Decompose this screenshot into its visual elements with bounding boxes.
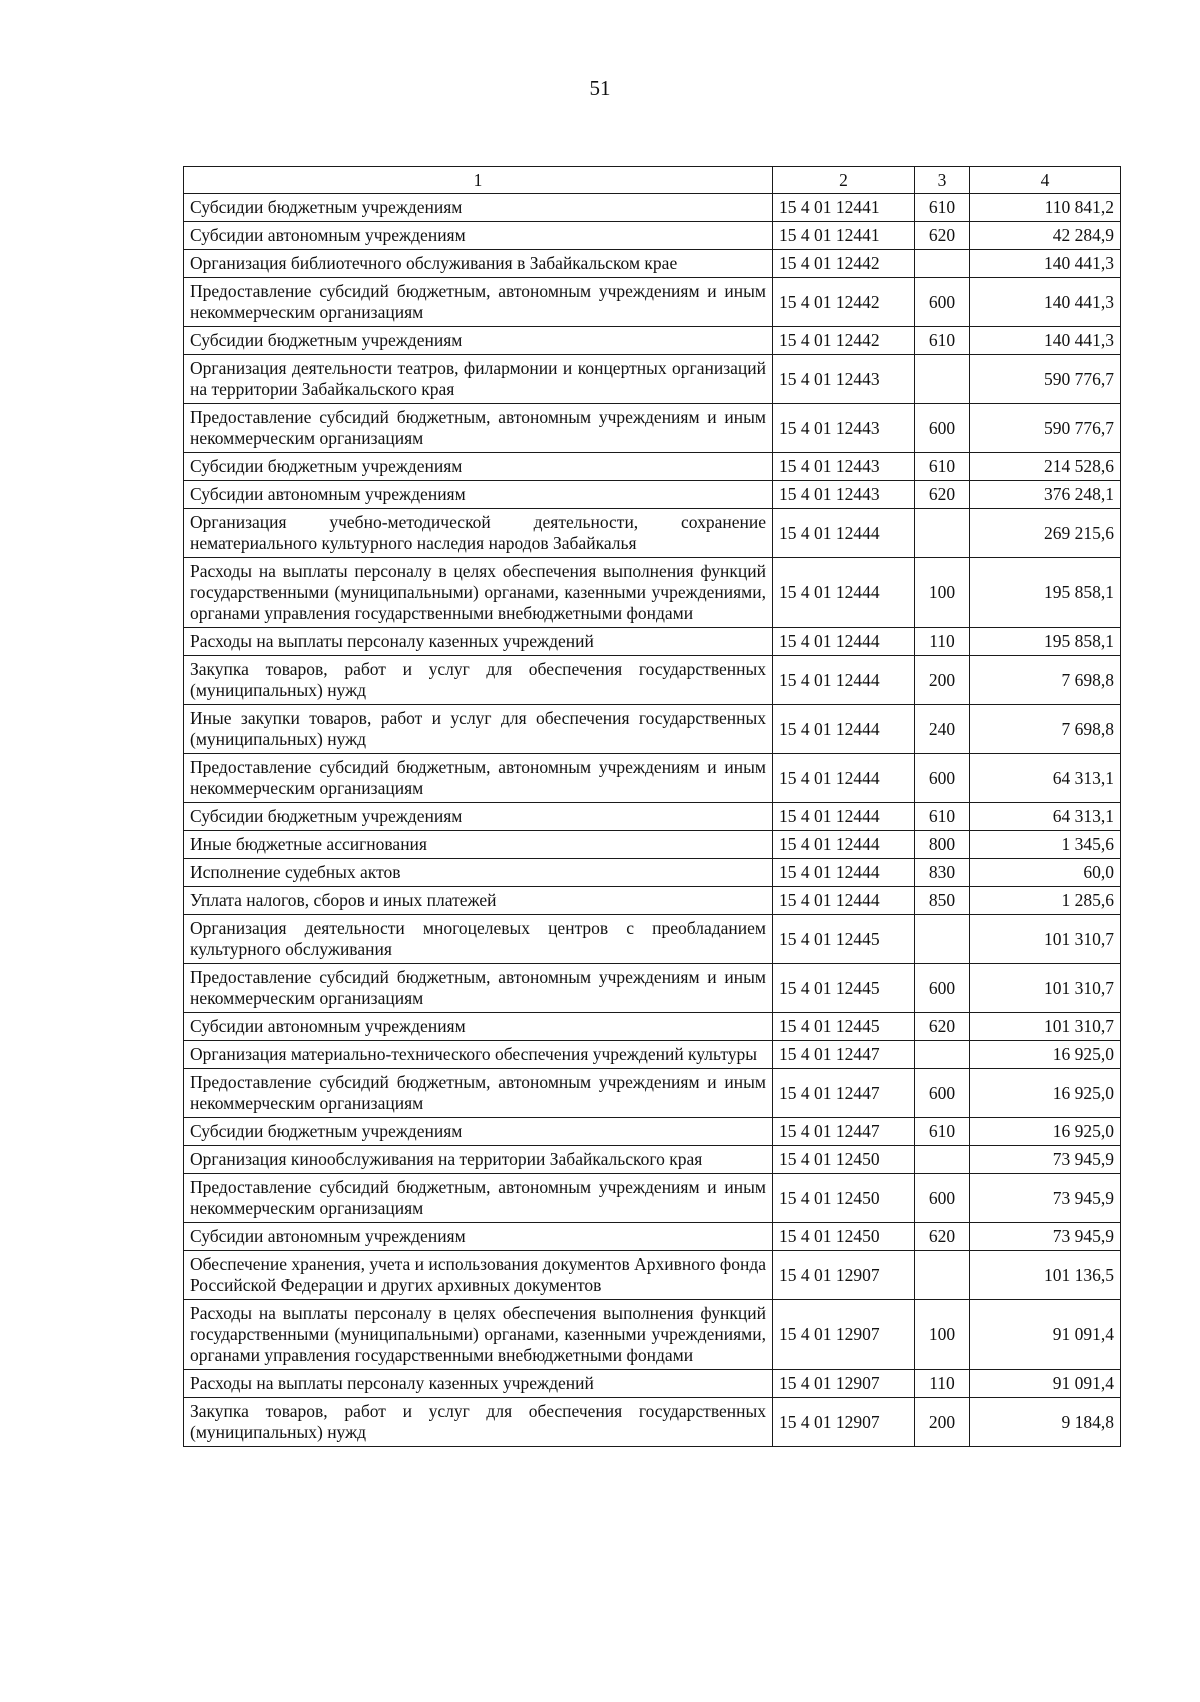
table-row [184, 705, 1121, 754]
type-cell: 620 [915, 1223, 970, 1251]
table-row [184, 278, 1121, 327]
amount-cell: 590 776,7 [970, 355, 1121, 404]
code-cell: 15 4 01 12444 [773, 754, 915, 803]
table-row [184, 1069, 1121, 1118]
type-cell: 100 [915, 1300, 970, 1370]
amount-cell: 140 441,3 [970, 327, 1121, 355]
type-cell: 610 [915, 194, 970, 222]
type-cell: 600 [915, 754, 970, 803]
type-cell [915, 915, 970, 964]
code-cell: 15 4 01 12444 [773, 803, 915, 831]
amount-cell: 42 284,9 [970, 222, 1121, 250]
table-row [184, 558, 1121, 628]
amount-cell: 16 925,0 [970, 1041, 1121, 1069]
code-cell: 15 4 01 12443 [773, 404, 915, 453]
name-cell: Организация учебно-методической деятельности, сохранение нематериального культурного наследия народов Забайкалья [184, 509, 773, 558]
name-cell: Предоставление субсидий бюджетным, автономным учреждениям и иным некоммерческим организациям [184, 1174, 773, 1223]
name-cell: Исполнение судебных актов [184, 859, 773, 887]
table-row [184, 1251, 1121, 1300]
amount-cell: 101 310,7 [970, 1013, 1121, 1041]
amount-cell: 91 091,4 [970, 1370, 1121, 1398]
amount-cell: 1 345,6 [970, 831, 1121, 859]
type-cell: 110 [915, 628, 970, 656]
table-row [184, 222, 1121, 250]
table-row [184, 859, 1121, 887]
amount-cell: 1 285,6 [970, 887, 1121, 915]
code-cell: 15 4 01 12447 [773, 1118, 915, 1146]
code-cell: 15 4 01 12442 [773, 327, 915, 355]
amount-cell: 16 925,0 [970, 1069, 1121, 1118]
code-cell: 15 4 01 12444 [773, 859, 915, 887]
type-cell: 610 [915, 327, 970, 355]
type-cell: 830 [915, 859, 970, 887]
table-row [184, 831, 1121, 859]
type-cell [915, 1146, 970, 1174]
name-cell: Иные бюджетные ассигнования [184, 831, 773, 859]
header-row [184, 167, 1121, 194]
amount-cell: 140 441,3 [970, 278, 1121, 327]
amount-cell: 7 698,8 [970, 656, 1121, 705]
table-row [184, 250, 1121, 278]
column-header-3: 3 [915, 167, 970, 194]
name-cell: Субсидии бюджетным учреждениям [184, 1118, 773, 1146]
type-cell: 610 [915, 803, 970, 831]
column-header-4: 4 [970, 167, 1121, 194]
table-row [184, 887, 1121, 915]
amount-cell: 214 528,6 [970, 453, 1121, 481]
name-cell: Закупка товаров, работ и услуг для обеспечения государственных (муниципальных) нужд [184, 1398, 773, 1447]
table-row [184, 1398, 1121, 1447]
budget-table [183, 166, 1121, 1447]
table-row [184, 1013, 1121, 1041]
amount-cell: 101 310,7 [970, 964, 1121, 1013]
code-cell: 15 4 01 12907 [773, 1370, 915, 1398]
name-cell: Субсидии автономным учреждениям [184, 1013, 773, 1041]
table-row [184, 1118, 1121, 1146]
table-row [184, 194, 1121, 222]
name-cell: Предоставление субсидий бюджетным, автономным учреждениям и иным некоммерческим организациям [184, 1069, 773, 1118]
code-cell: 15 4 01 12441 [773, 194, 915, 222]
amount-cell: 16 925,0 [970, 1118, 1121, 1146]
table-row [184, 628, 1121, 656]
type-cell: 850 [915, 887, 970, 915]
code-cell: 15 4 01 12447 [773, 1069, 915, 1118]
name-cell: Расходы на выплаты персоналу в целях обеспечения выполнения функций государственными (муниципальными) органами, казенными учреждениями, органами управления государственными внебюджетными фондами [184, 1300, 773, 1370]
table-row [184, 1223, 1121, 1251]
type-cell: 600 [915, 964, 970, 1013]
table-header [184, 167, 1121, 194]
page-number: 51 [589, 76, 611, 100]
amount-cell: 7 698,8 [970, 705, 1121, 754]
code-cell: 15 4 01 12443 [773, 355, 915, 404]
type-cell: 600 [915, 278, 970, 327]
name-cell: Субсидии бюджетным учреждениям [184, 453, 773, 481]
type-cell: 620 [915, 1013, 970, 1041]
amount-cell: 73 945,9 [970, 1174, 1121, 1223]
name-cell: Субсидии автономным учреждениям [184, 222, 773, 250]
name-cell: Субсидии бюджетным учреждениям [184, 327, 773, 355]
code-cell: 15 4 01 12442 [773, 250, 915, 278]
code-cell: 15 4 01 12444 [773, 628, 915, 656]
code-cell: 15 4 01 12445 [773, 964, 915, 1013]
type-cell: 200 [915, 656, 970, 705]
code-cell: 15 4 01 12444 [773, 509, 915, 558]
type-cell [915, 250, 970, 278]
code-cell: 15 4 01 12445 [773, 1013, 915, 1041]
code-cell: 15 4 01 12444 [773, 656, 915, 705]
amount-cell: 73 945,9 [970, 1223, 1121, 1251]
code-cell: 15 4 01 12444 [773, 831, 915, 859]
name-cell: Расходы на выплаты персоналу казенных учреждений [184, 1370, 773, 1398]
table-row [184, 481, 1121, 509]
name-cell: Закупка товаров, работ и услуг для обеспечения государственных (муниципальных) нужд [184, 656, 773, 705]
type-cell [915, 1041, 970, 1069]
name-cell: Организация материально-технического обеспечения учреждений культуры [184, 1041, 773, 1069]
code-cell: 15 4 01 12450 [773, 1174, 915, 1223]
code-cell: 15 4 01 12450 [773, 1223, 915, 1251]
table-row [184, 1041, 1121, 1069]
code-cell: 15 4 01 12443 [773, 481, 915, 509]
name-cell: Иные закупки товаров, работ и услуг для обеспечения государственных (муниципальных) нужд [184, 705, 773, 754]
code-cell: 15 4 01 12445 [773, 915, 915, 964]
column-header-1: 1 [184, 167, 773, 194]
name-cell: Расходы на выплаты персоналу казенных учреждений [184, 628, 773, 656]
table-row [184, 1370, 1121, 1398]
table-row [184, 404, 1121, 453]
amount-cell: 195 858,1 [970, 628, 1121, 656]
amount-cell: 269 215,6 [970, 509, 1121, 558]
name-cell: Предоставление субсидий бюджетным, автономным учреждениям и иным некоммерческим организациям [184, 964, 773, 1013]
code-cell: 15 4 01 12444 [773, 705, 915, 754]
amount-cell: 64 313,1 [970, 803, 1121, 831]
amount-cell: 64 313,1 [970, 754, 1121, 803]
name-cell: Расходы на выплаты персоналу в целях обеспечения выполнения функций государственными (муниципальными) органами, казенными учреждениями, органами управления государственными внебюджетными фондами [184, 558, 773, 628]
type-cell: 100 [915, 558, 970, 628]
name-cell: Организация деятельности театров, филармонии и концертных организаций на территории Забайкальского края [184, 355, 773, 404]
amount-cell: 110 841,2 [970, 194, 1121, 222]
table-row [184, 327, 1121, 355]
amount-cell: 60,0 [970, 859, 1121, 887]
name-cell: Предоставление субсидий бюджетным, автономным учреждениям и иным некоммерческим организациям [184, 278, 773, 327]
code-cell: 15 4 01 12447 [773, 1041, 915, 1069]
type-cell: 620 [915, 481, 970, 509]
code-cell: 15 4 01 12907 [773, 1251, 915, 1300]
name-cell: Предоставление субсидий бюджетным, автономным учреждениям и иным некоммерческим организациям [184, 754, 773, 803]
table-row [184, 656, 1121, 705]
table-row [184, 915, 1121, 964]
table-row [184, 509, 1121, 558]
name-cell: Предоставление субсидий бюджетным, автономным учреждениям и иным некоммерческим организациям [184, 404, 773, 453]
code-cell: 15 4 01 12441 [773, 222, 915, 250]
name-cell: Субсидии бюджетным учреждениям [184, 194, 773, 222]
table-row [184, 964, 1121, 1013]
table-body [184, 194, 1121, 1447]
amount-cell: 101 310,7 [970, 915, 1121, 964]
name-cell: Субсидии автономным учреждениям [184, 481, 773, 509]
table-row [184, 1174, 1121, 1223]
amount-cell: 140 441,3 [970, 250, 1121, 278]
type-cell: 620 [915, 222, 970, 250]
table-row [184, 453, 1121, 481]
amount-cell: 73 945,9 [970, 1146, 1121, 1174]
name-cell: Субсидии бюджетным учреждениям [184, 803, 773, 831]
amount-cell: 376 248,1 [970, 481, 1121, 509]
name-cell: Организация кинообслуживания на территории Забайкальского края [184, 1146, 773, 1174]
type-cell: 800 [915, 831, 970, 859]
type-cell: 610 [915, 453, 970, 481]
type-cell: 600 [915, 1174, 970, 1223]
amount-cell: 195 858,1 [970, 558, 1121, 628]
code-cell: 15 4 01 12450 [773, 1146, 915, 1174]
type-cell: 200 [915, 1398, 970, 1447]
name-cell: Организация библиотечного обслуживания в Забайкальском крае [184, 250, 773, 278]
code-cell: 15 4 01 12443 [773, 453, 915, 481]
table-row [184, 1146, 1121, 1174]
code-cell: 15 4 01 12444 [773, 887, 915, 915]
name-cell: Обеспечение хранения, учета и использования документов Архивного фонда Российской Федерации и других архивных документов [184, 1251, 773, 1300]
type-cell [915, 355, 970, 404]
amount-cell: 9 184,8 [970, 1398, 1121, 1447]
type-cell: 110 [915, 1370, 970, 1398]
code-cell: 15 4 01 12907 [773, 1398, 915, 1447]
table-row [184, 355, 1121, 404]
name-cell: Уплата налогов, сборов и иных платежей [184, 887, 773, 915]
type-cell [915, 1251, 970, 1300]
code-cell: 15 4 01 12442 [773, 278, 915, 327]
amount-cell: 101 136,5 [970, 1251, 1121, 1300]
type-cell [915, 509, 970, 558]
table-row [184, 754, 1121, 803]
table-row [184, 803, 1121, 831]
name-cell: Субсидии автономным учреждениям [184, 1223, 773, 1251]
type-cell: 600 [915, 404, 970, 453]
type-cell: 240 [915, 705, 970, 754]
type-cell: 610 [915, 1118, 970, 1146]
amount-cell: 590 776,7 [970, 404, 1121, 453]
type-cell: 600 [915, 1069, 970, 1118]
column-header-2: 2 [773, 167, 915, 194]
amount-cell: 91 091,4 [970, 1300, 1121, 1370]
code-cell: 15 4 01 12444 [773, 558, 915, 628]
name-cell: Организация деятельности многоцелевых центров с преобладанием культурного обслуживания [184, 915, 773, 964]
table-row [184, 1300, 1121, 1370]
code-cell: 15 4 01 12907 [773, 1300, 915, 1370]
